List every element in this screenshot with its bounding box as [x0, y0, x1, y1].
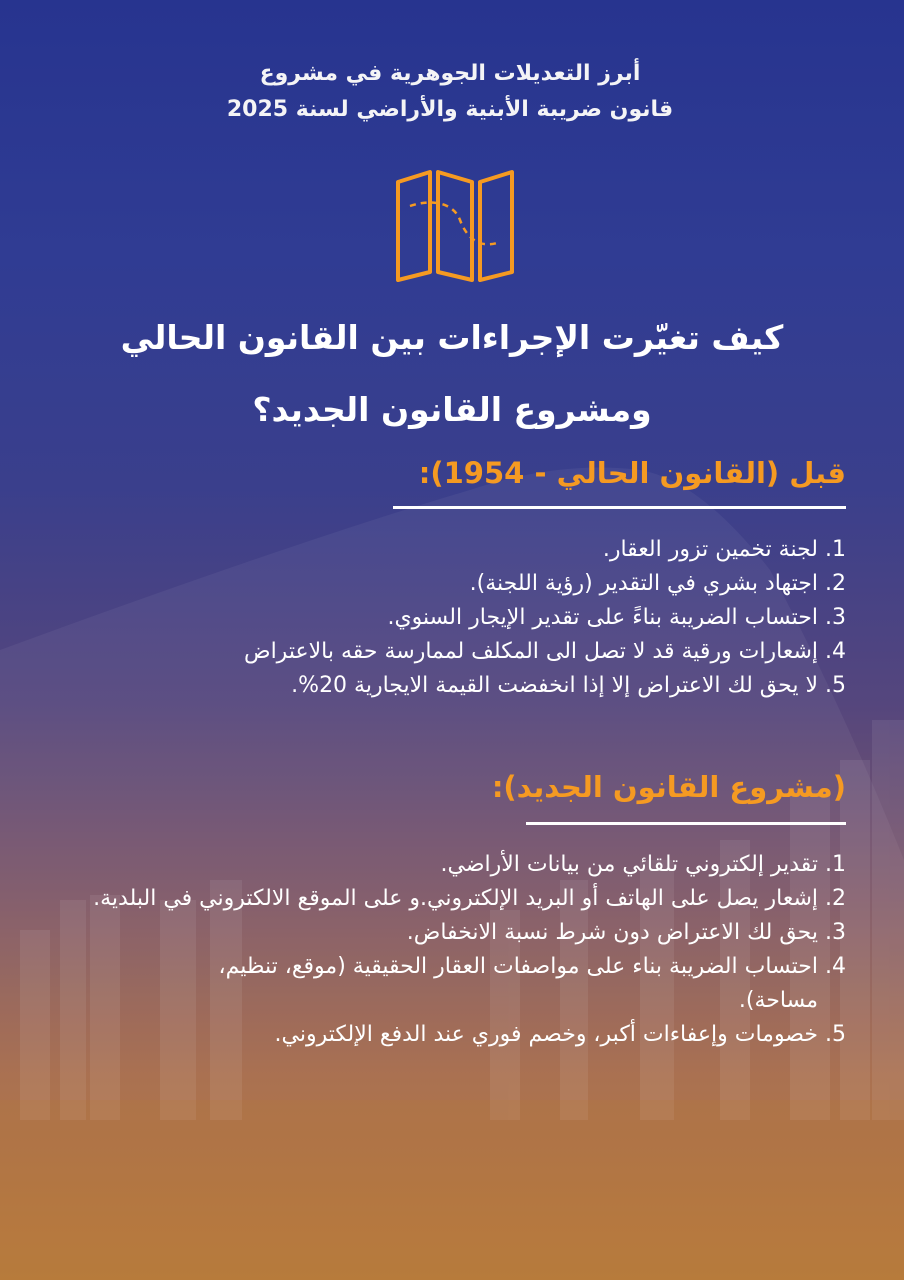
- new-item-4-text: احتساب الضريبة بناء على مواصفات العقار الحقيقية (موقع، تنظيم، مساحة).: [218, 954, 818, 1013]
- before-item-4: [244, 635, 846, 669]
- before-item-4-text: إشعارات ورقية قد لا تصل الى المكلف لممارسة حقه بالاعتراض: [243, 639, 818, 664]
- new-item-3-text: يحق لك الاعتراض دون شرط نسبة الانخفاض.: [406, 920, 818, 945]
- new-item-3: [86, 916, 846, 950]
- before-item-1-text: لجنة تخمين تزور العقار.: [602, 537, 818, 562]
- new-item-1: [86, 848, 846, 882]
- before-item-5-text: لا يحق لك الاعتراض إلا إذا انخفضت القيمة الايجارية 20%.: [291, 673, 818, 698]
- new-item-4: [198, 950, 846, 1018]
- new-item-4-number: 4.: [825, 954, 846, 979]
- before-section-list: [244, 533, 846, 703]
- new-item-5-text: خصومات وإعفاءات أكبر، وخصم فوري عند الدفع الإلكتروني.: [274, 1022, 818, 1047]
- before-item-2: [244, 567, 846, 601]
- new-item-2: [86, 882, 846, 916]
- before-item-4-number: 4.: [825, 639, 846, 664]
- new-section-divider: [526, 822, 846, 825]
- new-item-1-number: 1.: [825, 852, 846, 877]
- header-title-line1: أبرز التعديلات الجوهرية في مشروع: [259, 61, 641, 86]
- header-title-line2: قانون ضريبة الأبنية والأراضي لسنة 2025: [226, 97, 674, 122]
- before-section-heading: قبل (القانون الحالي - 1954):: [418, 456, 846, 490]
- main-heading: [40, 302, 864, 446]
- main-heading-line1: كيف تغيّرت الإجراءات بين القانون الحالي: [120, 318, 784, 357]
- before-item-2-number: 2.: [825, 571, 846, 596]
- new-item-5-number: 5.: [825, 1022, 846, 1047]
- new-item-3-number: 3.: [825, 920, 846, 945]
- before-item-5-number: 5.: [825, 673, 846, 698]
- before-item-3: [244, 601, 846, 635]
- before-section-divider: [393, 506, 846, 509]
- main-heading-line2: ومشروع القانون الجديد؟: [252, 390, 652, 429]
- header-title: [150, 56, 750, 128]
- new-section-heading: (مشروع القانون الجديد):: [491, 770, 846, 804]
- before-item-3-text: احتساب الضريبة بناءً على تقدير الإيجار السنوي.: [387, 605, 818, 630]
- before-item-2-text: اجتهاد بشري في التقدير (رؤية اللجنة).: [469, 571, 818, 596]
- folded-map-icon: [394, 168, 516, 284]
- new-item-5: [86, 1018, 846, 1052]
- new-item-2-number: 2.: [825, 886, 846, 911]
- before-item-1: [244, 533, 846, 567]
- before-item-1-number: 1.: [825, 537, 846, 562]
- new-section-list: [86, 848, 846, 1052]
- new-item-2-text: إشعار يصل على الهاتف أو البريد الإلكتروني.و على الموقع الالكتروني في البلدية.: [93, 886, 818, 911]
- new-item-1-text: تقدير إلكتروني تلقائي من بيانات الأراضي.: [440, 852, 818, 877]
- before-item-3-number: 3.: [825, 605, 846, 630]
- before-item-5: [244, 669, 846, 703]
